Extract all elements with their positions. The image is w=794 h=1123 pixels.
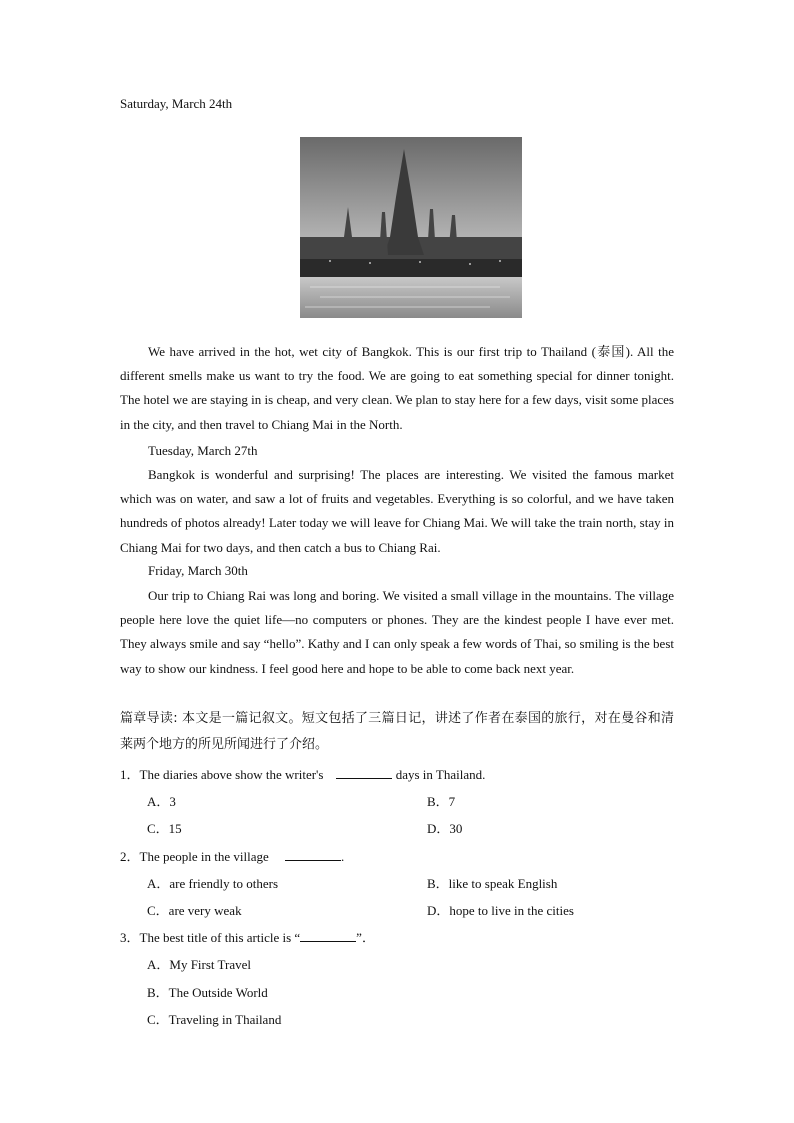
question-2 bbox=[120, 846, 344, 865]
option-3b: B．The Outside World bbox=[147, 985, 268, 1000]
question-text: The people in the village bbox=[139, 849, 272, 864]
answer-blank bbox=[336, 767, 392, 779]
question-number: 2． bbox=[120, 849, 140, 864]
option-2b: B．like to speak English bbox=[427, 876, 558, 891]
answer-blank bbox=[285, 849, 341, 861]
question-number: 3． bbox=[120, 930, 140, 945]
reading-guide: 篇章导读: 本文是一篇记叙文。短文包括了三篇日记，讲述了作者在泰国的旅行，对在曼谷和清莱两个地方的所见所闻进行了介绍。 bbox=[120, 711, 674, 752]
diary-date-1: Saturday, March 24th bbox=[120, 96, 233, 111]
option-1b: B．7 bbox=[427, 794, 456, 809]
diary-date-3: Friday, March 30th bbox=[148, 563, 248, 578]
option-1c: C．15 bbox=[147, 821, 182, 836]
question-text-end: ”． bbox=[356, 930, 375, 945]
question-text-end: . bbox=[341, 849, 345, 864]
answer-blank bbox=[300, 930, 356, 942]
diary-entry-1: We have arrived in the hot, wet city of Bangkok. This is our first trip to Thailand (泰国). All the different smells make us want to try the food. We are going to eat something special for dinner tonight. The hotel we are staying in is cheap, and very clean. We plan to stay here for a few days, visit some places in the city, and then travel to Chiang Mai in the North. bbox=[120, 344, 674, 432]
option-1d: D．30 bbox=[427, 821, 463, 836]
option-3c: C．Traveling in Thailand bbox=[147, 1012, 282, 1027]
question-3 bbox=[120, 927, 375, 946]
question-text: The diaries above show the writer's bbox=[139, 767, 327, 782]
question-text-end: days in Thailand. bbox=[392, 767, 486, 782]
option-1a: A．3 bbox=[147, 794, 176, 809]
question-number: 1． bbox=[120, 767, 140, 782]
diary-date-2: Tuesday, March 27th bbox=[148, 443, 258, 458]
option-2d: D．hope to live in the cities bbox=[427, 903, 574, 918]
diary-entry-3: Our trip to Chiang Rai was long and boring. We visited a small village in the mountains. The village people here love the quiet life—no computers or phones. They are the kindest people I have ever met. They always smile and say “hello”. Kathy and I can only speak a few words of Thai, so smiling is the best way to show our kindness. I feel good here and hope to be able to come back next year. bbox=[120, 588, 674, 676]
question-text: The best title of this article is “ bbox=[139, 930, 301, 945]
diary-entry-2: Bangkok is wonderful and surprising! The places are interesting. We visited the famous market which was on water, and saw a lot of fruits and vegetables. Everything is so colorful, and we have taken hundreds of photos already! Later today we will leave for Chiang Mai. We will take the train north, stay in Chiang Mai for two days, and then catch a bus to Chiang Rai. bbox=[120, 467, 674, 555]
temple-photo bbox=[300, 137, 522, 318]
option-3a: A．My First Travel bbox=[147, 957, 252, 972]
option-2a: A．are friendly to others bbox=[147, 876, 279, 891]
question-1 bbox=[120, 764, 485, 783]
option-2c: C．are very weak bbox=[147, 903, 242, 918]
